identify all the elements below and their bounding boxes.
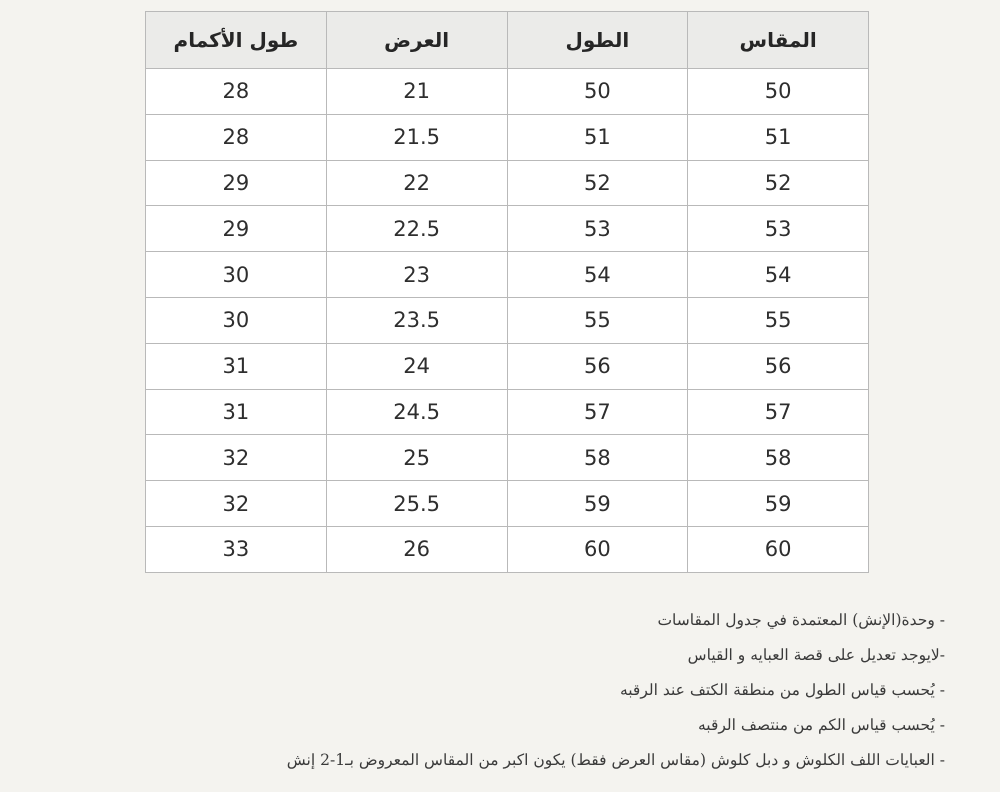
note-no-alteration: -لايوجد تعديل على قصة العبايه و القياس <box>687 646 945 664</box>
cell-size: 58 <box>688 435 869 481</box>
table-row <box>146 526 869 572</box>
header-sleeve-length: طول الأكمام <box>146 12 327 69</box>
cell-sleeve-length: 30 <box>146 297 327 343</box>
header-size: المقاس <box>688 12 869 69</box>
cell-width: 24.5 <box>326 389 507 435</box>
cell-sleeve-length: 29 <box>146 160 327 206</box>
table-row <box>146 435 869 481</box>
cell-size: 56 <box>688 343 869 389</box>
cell-length: 53 <box>507 206 688 252</box>
cell-width: 23 <box>326 252 507 298</box>
cell-size: 57 <box>688 389 869 435</box>
table-row <box>146 297 869 343</box>
note-wrap-abaya: - العبايات اللف الكلوش و دبل كلوش (مقاس العرض فقط) يكون اكبر من المقاس المعروض بـ1-2 إنش <box>286 751 945 769</box>
cell-width: 25.5 <box>326 481 507 527</box>
header-width: العرض <box>326 12 507 69</box>
cell-width: 21 <box>326 69 507 115</box>
cell-width: 26 <box>326 526 507 572</box>
cell-sleeve-length: 32 <box>146 481 327 527</box>
cell-size: 50 <box>688 69 869 115</box>
table-row <box>146 206 869 252</box>
cell-size: 53 <box>688 206 869 252</box>
size-notes <box>185 603 945 778</box>
cell-sleeve-length: 28 <box>146 69 327 115</box>
cell-length: 52 <box>507 160 688 206</box>
cell-sleeve-length: 31 <box>146 343 327 389</box>
cell-size: 51 <box>688 114 869 160</box>
table-row <box>146 481 869 527</box>
cell-width: 21.5 <box>326 114 507 160</box>
cell-length: 57 <box>507 389 688 435</box>
cell-size: 52 <box>688 160 869 206</box>
table-row <box>146 252 869 298</box>
cell-length: 55 <box>507 297 688 343</box>
note-length-measure: - يُحسب قياس الطول من منطقة الكتف عند الرقبه <box>619 681 945 699</box>
cell-sleeve-length: 31 <box>146 389 327 435</box>
cell-length: 59 <box>507 481 688 527</box>
table-row <box>146 343 869 389</box>
table-row <box>146 114 869 160</box>
cell-width: 24 <box>326 343 507 389</box>
cell-sleeve-length: 33 <box>146 526 327 572</box>
header-length: الطول <box>507 12 688 69</box>
cell-sleeve-length: 28 <box>146 114 327 160</box>
cell-width: 25 <box>326 435 507 481</box>
cell-sleeve-length: 29 <box>146 206 327 252</box>
note-sleeve-measure: - يُحسب قياس الكم من منتصف الرقبه <box>697 716 945 734</box>
table-row <box>146 69 869 115</box>
cell-size: 59 <box>688 481 869 527</box>
cell-length: 50 <box>507 69 688 115</box>
cell-length: 60 <box>507 526 688 572</box>
table-row <box>146 160 869 206</box>
table-header-row <box>146 12 869 69</box>
cell-length: 51 <box>507 114 688 160</box>
cell-length: 54 <box>507 252 688 298</box>
cell-width: 23.5 <box>326 297 507 343</box>
cell-sleeve-length: 32 <box>146 435 327 481</box>
cell-length: 58 <box>507 435 688 481</box>
cell-sleeve-length: 30 <box>146 252 327 298</box>
cell-size: 54 <box>688 252 869 298</box>
cell-size: 55 <box>688 297 869 343</box>
cell-length: 56 <box>507 343 688 389</box>
table-row <box>146 389 869 435</box>
note-unit: - وحدة(الإنش) المعتمدة في جدول المقاسات <box>657 611 945 629</box>
cell-width: 22.5 <box>326 206 507 252</box>
cell-width: 22 <box>326 160 507 206</box>
cell-size: 60 <box>688 526 869 572</box>
size-chart-table <box>145 11 869 573</box>
